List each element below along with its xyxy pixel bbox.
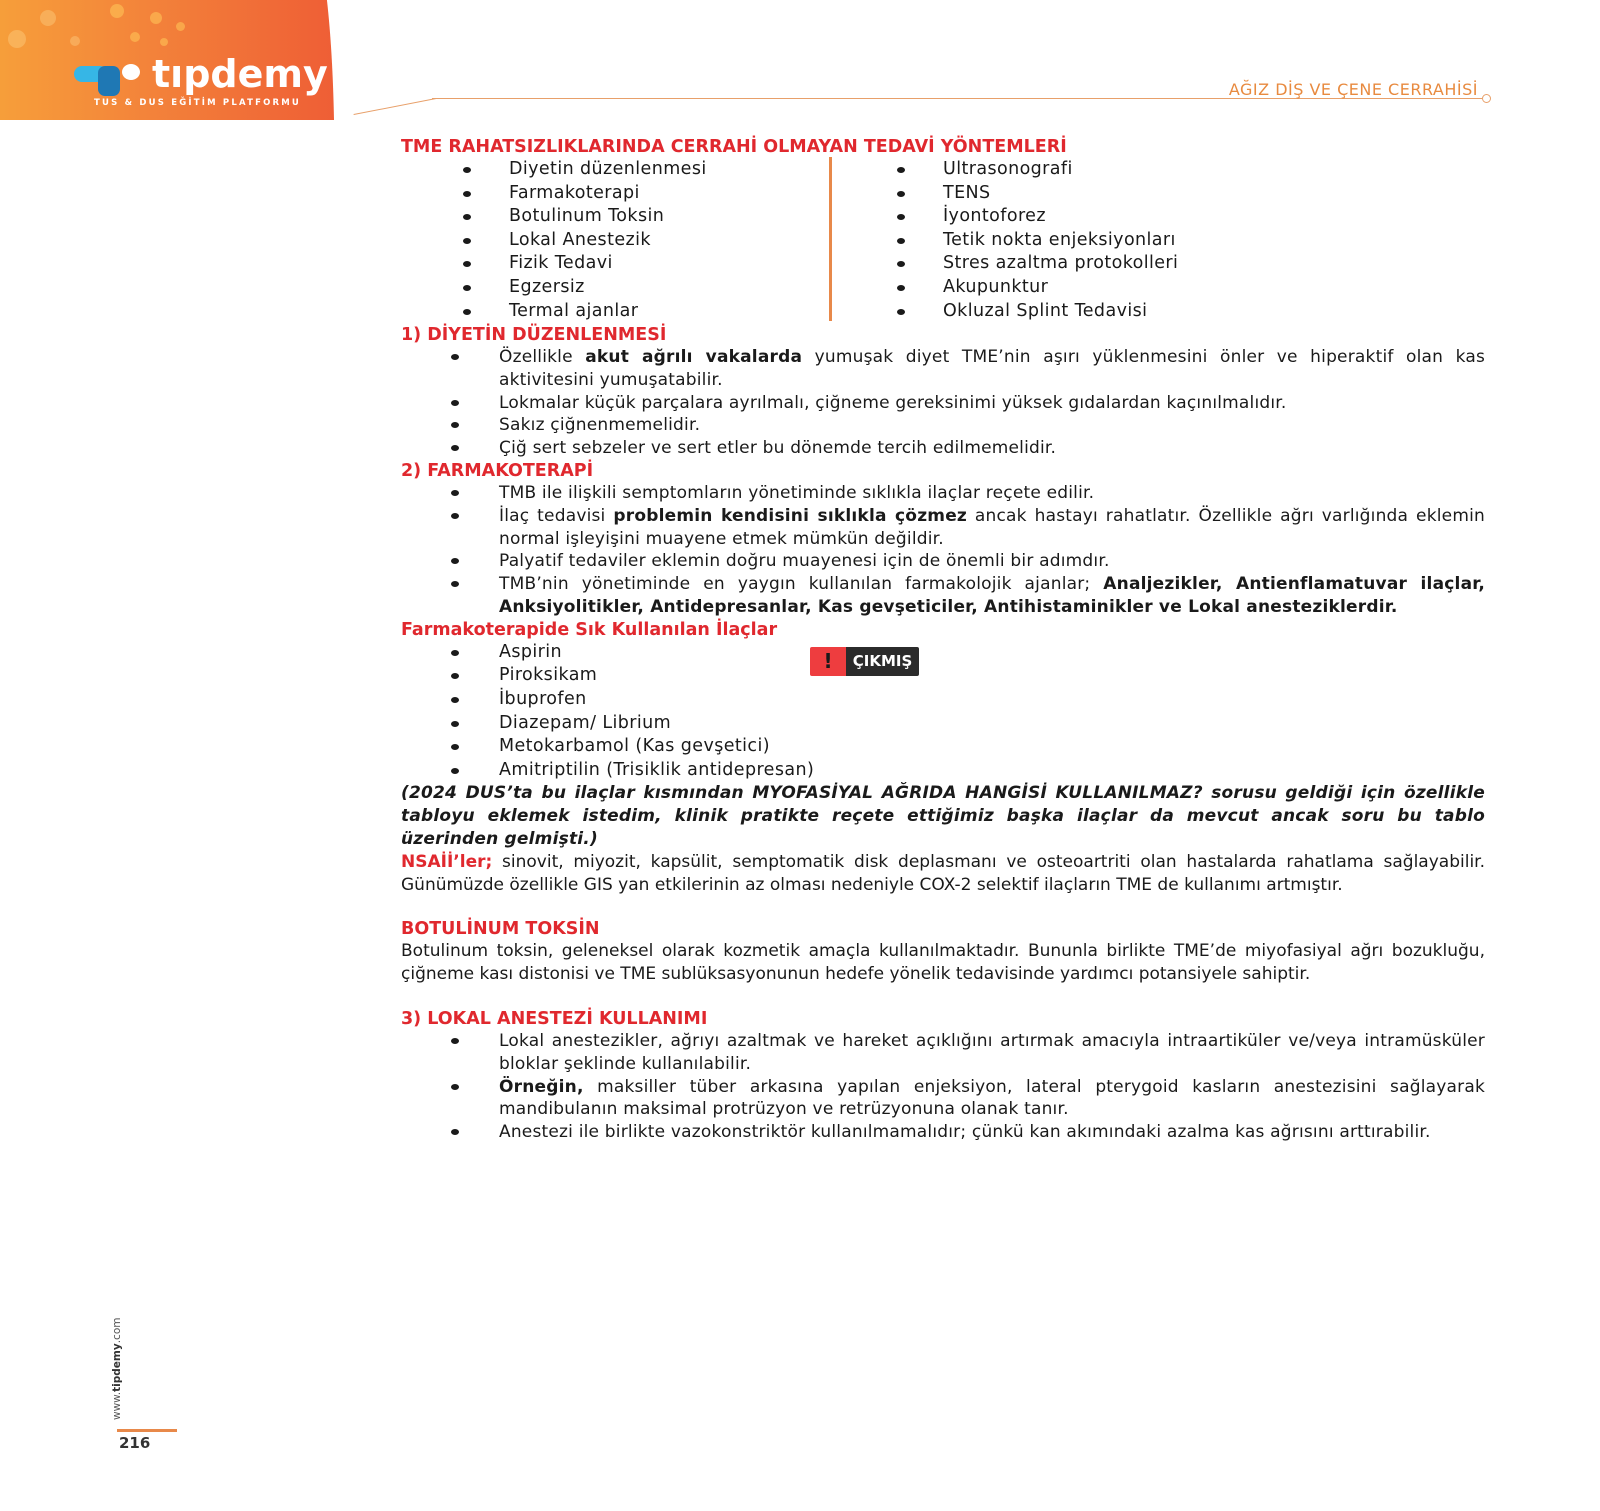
list-item: Fizik Tedavi (463, 252, 707, 276)
list-item: Lokal anestezikler, ağrıyı azaltmak ve hareket açıklığını artırmak amacıyla intraartiküler ve/veya intramüsküler bloklar şeklinde kullanılabilir. (401, 1030, 1485, 1076)
exam-note: (2024 DUS’ta bu ilaçlar kısmından MYOFASİYAL AĞRIDA HANGİSİ KULLANILMAZ? sorusu geldiği için özellikle tabloyu eklemek istedim, klinik pratikte reçete ettiğimiz başka ilaçlar da mevcut ancak soru bu tablo üzerinden gelmişti.) (401, 783, 1485, 849)
list-item: TMB ile ilişkili semptomların yönetiminde sıklıkla ilaçlar reçete edilir. (401, 482, 1485, 505)
section-heading-local-anesthesia: 3) LOKAL ANESTEZİ KULLANIMI (401, 1008, 708, 1029)
list-item: Diyetin düzenlenmesi (463, 158, 707, 182)
nsaid-paragraph: NSAİİ’ler; sinovit, miyozit, kapsülit, semptomatik disk deplasmanı ve osteoartriti olan hastalarda rahatlama sağlayabilir. Günümüzde özellikle GIS yan etkilerinin az olması nedeniyle COX-2 selektif ilaçların TME de kullanımı artmıştır. (401, 851, 1485, 895)
bullet-icon (897, 238, 905, 244)
list-item: Egzersiz (463, 276, 707, 300)
bullet-icon (897, 285, 905, 291)
list-item: Aspirin (401, 641, 1485, 665)
bullet-icon (451, 445, 459, 451)
bullet-icon (463, 214, 471, 220)
exclamation-icon: ! (810, 647, 846, 676)
intro-heading: TME RAHATSIZLIKLARINDA CERRAHİ OLMAYAN TEDAVİ YÖNTEMLERİ (401, 137, 1067, 157)
bullet-icon (463, 285, 471, 291)
decor-dot (176, 22, 185, 31)
bullet-icon (451, 650, 459, 656)
bullet-icon (451, 1084, 459, 1090)
bullet-icon (897, 261, 905, 267)
nsaid-label: NSAİİ’ler; (401, 851, 493, 872)
local-anesthesia-list (401, 1030, 1485, 1144)
list-item: Tetik nokta enjeksiyonları (897, 229, 1178, 253)
list-item: Örneğin, maksiller tüber arkasına yapılan enjeksiyon, lateral pterygoid kasların anestezisini sağlayarak mandibulanın maksimal protrüzyon ve retrüzyonuna olanak tanır. (401, 1076, 1485, 1122)
section-heading-botox: BOTULİNUM TOKSİN (401, 919, 600, 940)
bullet-icon (451, 1038, 459, 1044)
bullet-icon (451, 673, 459, 679)
page-content (401, 136, 1485, 1144)
bullet-icon (463, 261, 471, 267)
treatment-list-right (897, 158, 1178, 323)
list-item: Palyatif tedaviler eklemin doğru muayenesi için de önemli bir adımdır. (401, 550, 1485, 573)
header-rule-end-circle-icon (1482, 94, 1491, 103)
list-item: Stres azaltma protokolleri (897, 252, 1178, 276)
bullet-icon (451, 513, 459, 519)
bullet-icon (451, 581, 459, 587)
section-heading-pharmacotherapy: 2) FARMAKOTERAPİ (401, 460, 594, 481)
diet-list (401, 346, 1485, 460)
list-item: Lokal Anestezik (463, 229, 707, 253)
column-divider (829, 157, 832, 321)
list-item: İyontoforez (897, 205, 1178, 229)
bullet-icon (451, 768, 459, 774)
page-number: 216 (119, 1434, 151, 1452)
list-item: Akupunktur (897, 276, 1178, 300)
footer-rule (117, 1429, 177, 1432)
list-item: TENS (897, 182, 1178, 206)
header-rule-diagonal (354, 98, 437, 115)
list-item: Botulinum Toksin (463, 205, 707, 229)
bullet-icon (451, 721, 459, 727)
bullet-icon (451, 558, 459, 564)
list-item: İlaç tedavisi problemin kendisini sıklıkla çözmez ancak hastayı rahatlatır. Özellikle ağrı varlığında eklemin normal işleyişini muayene etmek mümkün değildir. (401, 505, 1485, 551)
badge-label: ÇIKMIŞ (846, 647, 919, 676)
brand-logo-text: tıpdemy (152, 52, 328, 96)
treatment-list-left (463, 158, 707, 323)
bullet-icon (897, 309, 905, 315)
chapter-title: AĞIZ DİŞ VE ÇENE CERRAHİSİ (1228, 80, 1478, 99)
decor-dot (160, 38, 168, 46)
list-item: Çiğ sert sebzeler ve sert etler bu dönemde tercih edilmemelidir. (401, 437, 1485, 460)
decor-dot (130, 32, 140, 42)
list-item: Termal ajanlar (463, 300, 707, 324)
bullet-icon (451, 1129, 459, 1135)
drugs-subheading: Farmakoterapide Sık Kullanılan İlaçlar (401, 619, 778, 640)
decor-dot (110, 4, 124, 18)
list-item: Farmakoterapi (463, 182, 707, 206)
common-drugs-list (401, 641, 1485, 783)
bullet-icon (451, 744, 459, 750)
bullet-icon (463, 238, 471, 244)
brand-banner (0, 0, 354, 120)
list-item: Okluzal Splint Tedavisi (897, 300, 1178, 324)
bullet-icon (897, 167, 905, 173)
botox-paragraph: Botulinum toksin, geleneksel olarak kozmetik amaçla kullanılmaktadır. Bununla birlikte TME’de miyofasiyal ağrı bozukluğu, çiğneme kası distonisi ve TME sublüksasyonunun hedefe yönelik tedavisinde yardımcı potansiyele sahiptir. (401, 941, 1485, 985)
bullet-icon (463, 309, 471, 315)
list-item: Ultrasonografi (897, 158, 1178, 182)
treatment-methods-list (401, 158, 1485, 324)
list-item: Lokmalar küçük parçalara ayrılmalı, çiğneme gereksinimi yüksek gıdalardan kaçınılmalıdır. (401, 392, 1485, 415)
section-heading-diet: 1) DİYETİN DÜZENLENMESİ (401, 325, 667, 345)
bullet-icon (897, 214, 905, 220)
list-item: Anestezi ile birlikte vazokonstriktör kullanılmamalıdır; çünkü kan akımındaki azalma kas ağrısını arttırabilir. (401, 1121, 1485, 1144)
list-item: Sakız çiğnenmemelidir. (401, 414, 1485, 437)
bullet-icon (451, 354, 459, 360)
list-item: Diazepam/ Librium (401, 712, 1485, 736)
list-item: Metokarbamol (Kas gevşetici) (401, 735, 1485, 759)
decor-dot (70, 36, 80, 46)
bullet-icon (451, 490, 459, 496)
list-item: Özellikle akut ağrılı vakalarda yumuşak diyet TME’nin aşırı yüklenmesini önler ve hiperaktif olan kas aktivitesini yumuşatabilir. (401, 346, 1485, 392)
list-item: TMB’nin yönetiminde en yaygın kullanılan farmakolojik ajanlar; Analjezikler, Antienflamatuvar ilaçlar, Anksiyolitikler, Antidepresanlar, Kas gevşeticiler, Antihistaminikler ve Lokal anesteziklerdir. (401, 573, 1485, 619)
list-item: Piroksikam (401, 664, 1485, 688)
decor-dot (8, 30, 26, 48)
brand-tagline: TUS & DUS EĞİTİM PLATFORMU (94, 98, 302, 108)
list-item: İbuprofen (401, 688, 1485, 712)
decor-dot (40, 10, 56, 26)
pharmacotherapy-list (401, 482, 1485, 619)
bullet-icon (897, 191, 905, 197)
bullet-icon (463, 167, 471, 173)
bullet-icon (451, 697, 459, 703)
decor-dot (150, 12, 162, 24)
list-item: Amitriptilin (Trisiklik antidepresan) (401, 759, 1485, 783)
logo-mark-icon (74, 62, 144, 96)
bullet-icon (463, 191, 471, 197)
footer-website: www.tipdemy.com (111, 1317, 123, 1420)
bullet-icon (451, 422, 459, 428)
bullet-icon (451, 400, 459, 406)
